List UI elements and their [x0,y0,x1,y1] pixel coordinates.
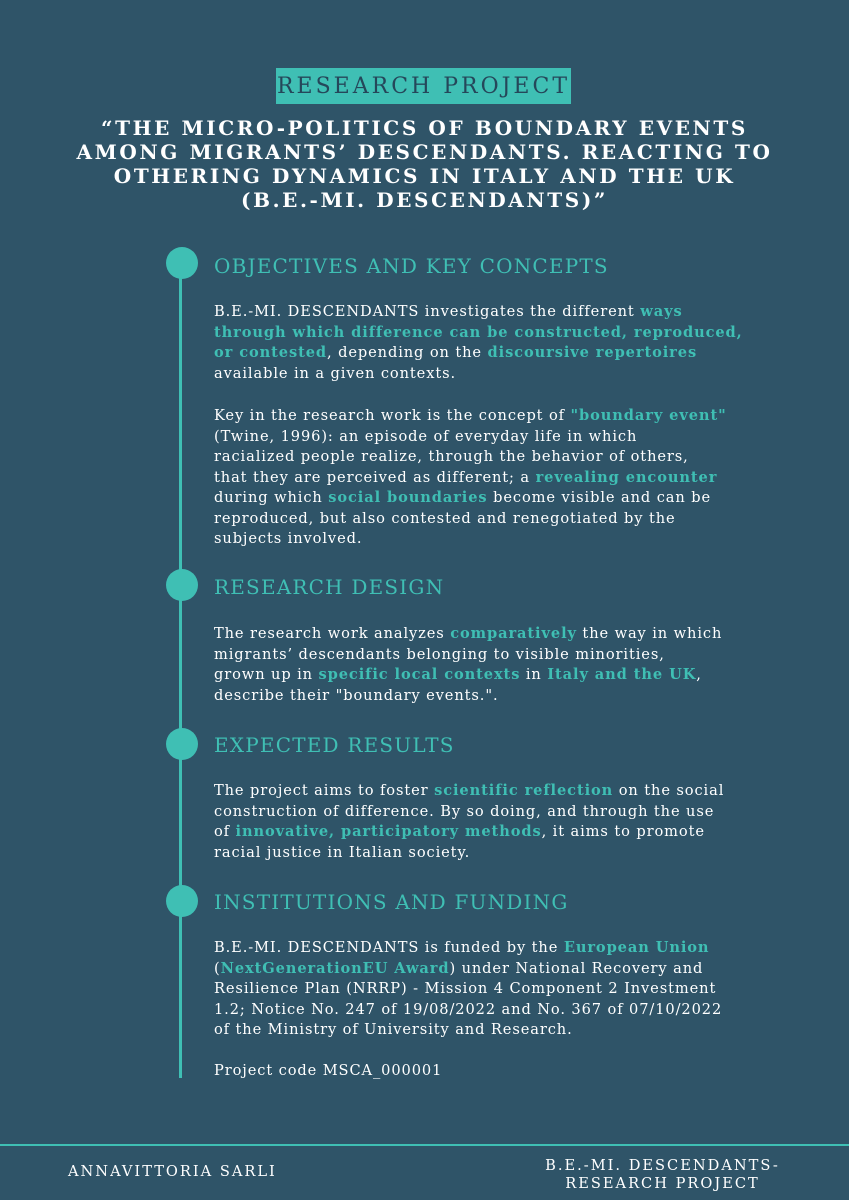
text-line [214,1061,814,1082]
text-line [214,302,814,323]
section-heading-expected-results: EXPECTED RESULTS [214,733,455,757]
text-run: ( [214,959,221,977]
text-run: 1.2; Notice No. 247 of 19/08/2022 and No. 367 of 07/10/2022 [214,1000,723,1018]
project-title [60,116,789,212]
text-line [214,427,814,448]
text-run: , depending on the [327,344,488,361]
project-code [214,1061,814,1082]
section-paragraph [214,302,814,384]
text-line [214,1020,814,1041]
timeline-line [179,262,182,1078]
text-run: The research work analyzes [214,625,451,642]
highlighted-term: or contested [214,344,328,361]
text-line [214,509,814,530]
highlighted-term: ways [640,303,683,320]
text-run: B.E.-MI. DESCENDANTS investigates the different [214,303,641,320]
highlighted-term: scientific reflection [434,782,614,799]
timeline-dot [166,728,198,760]
highlighted-term: "boundary event" [570,407,727,424]
research-project-badge: RESEARCH PROJECT [276,68,571,104]
text-run: reproduced, but also contested and renegotiated by the [214,509,676,527]
text-run: of the Ministry of University and Research. [214,1021,573,1038]
text-line [214,364,814,385]
text-run: construction of difference. By so doing, and through the use [214,802,715,820]
text-line [214,822,814,843]
highlighted-term: social boundaries [328,489,488,506]
text-line [214,979,814,1000]
footer-project-name [520,1157,805,1193]
text-run: (Twine, 1996): an episode of everyday life in which [214,427,638,445]
text-run: that they are perceived as different; a [214,468,536,486]
highlighted-term: European Union [563,939,710,956]
text-line [214,802,814,823]
timeline-dot [166,247,198,279]
text-line [214,843,814,864]
section-paragraph [214,781,814,863]
text-run: , [696,666,702,683]
section-paragraph [214,406,814,550]
title-line: (B.E.-MI. DESCENDANTS)” [241,188,608,212]
text-line [214,781,814,802]
highlighted-term: comparatively [450,625,577,642]
text-line [214,1000,814,1021]
section-paragraph [214,624,814,706]
text-line [214,938,814,959]
title-line: OTHERING DYNAMICS IN ITALY AND THE UK [113,164,736,188]
section-heading-objectives: OBJECTIVES AND KEY CONCEPTS [214,254,609,278]
text-run: the way in which [576,625,723,642]
text-run: The project aims to foster [214,782,435,799]
text-line [214,406,814,427]
text-line [214,665,814,686]
text-line [214,468,814,489]
highlighted-term: revealing encounter [535,468,718,486]
text-run: racial justice in Italian society. [214,843,471,861]
title-line: AMONG MIGRANTS’ DESCENDANTS. REACTING TO [76,140,773,164]
text-run: , it aims to promote [541,823,705,840]
section-heading-research-design: RESEARCH DESIGN [214,575,445,599]
text-run: B.E.-MI. DESCENDANTS is funded by the [214,939,564,956]
text-run: subjects involved. [214,530,363,547]
text-line [214,343,814,364]
title-line: “THE MICRO-POLITICS OF BOUNDARY EVENTS [101,116,748,140]
text-run: Resilience Plan (NRRP) - Mission 4 Component 2 Investment [214,980,717,997]
footer-project-line: B.E.-MI. DESCENDANTS- [545,1157,780,1174]
text-run: become visible and can be [487,489,711,506]
timeline-dot [166,569,198,601]
text-run: in [520,666,548,683]
text-run: describe their "boundary events.". [214,686,499,704]
text-line [214,959,814,980]
text-run: of [214,823,236,840]
section-paragraph [214,938,814,1041]
text-run: Project code MSCA_000001 [214,1062,443,1079]
text-line [214,624,814,645]
text-line [214,323,814,344]
highlighted-term: Italy and the UK [547,666,697,683]
text-run: ) under National Recovery and [449,959,704,977]
text-run: available in a given contexts. [214,364,457,382]
text-line [214,447,814,468]
highlighted-term: innovative, participatory methods [235,823,542,840]
timeline-dot [166,885,198,917]
footer-author: ANNAVITTORIA SARLI [68,1163,277,1180]
highlighted-term: discoursive repertoires [487,344,698,361]
highlighted-term: specific local contexts [318,666,521,683]
footer-divider [0,1144,849,1146]
text-line [214,686,814,707]
text-run: on the social [613,782,725,799]
highlighted-term: NextGenerationEU Award [220,959,450,977]
text-line [214,645,814,666]
text-run: during which [214,489,329,506]
highlighted-term: through which difference can be constructed, reproduced, [214,323,743,341]
text-run: Key in the research work is the concept of [214,407,571,424]
section-heading-institutions: INSTITUTIONS AND FUNDING [214,890,569,914]
text-run: grown up in [214,666,319,683]
text-line [214,529,814,550]
text-line [214,488,814,509]
footer-project-line: RESEARCH PROJECT [565,1175,760,1192]
text-run: racialized people realize, through the behavior of others, [214,448,689,465]
text-run: migrants’ descendants belonging to visible minorities, [214,645,665,663]
